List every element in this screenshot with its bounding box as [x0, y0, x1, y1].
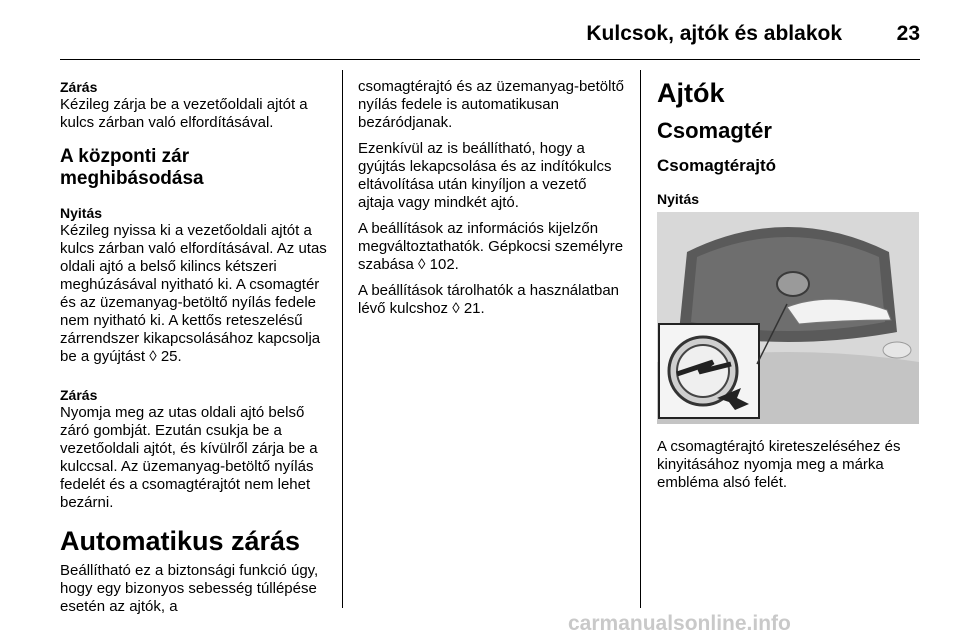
chapter-heading: Ajtók — [657, 78, 725, 108]
section-heading: Csomagtér — [657, 118, 772, 143]
header-divider — [60, 59, 920, 60]
figure-caption: A csomagtérajtó kireteszeléséhez és kinyitásához nyomja meg a márka embléma alsó felét. — [657, 438, 901, 491]
page-header — [0, 0, 960, 60]
paragraph: Nyomja meg az utas oldali ajtó belső záró gombját. Ezután csukja be a vezetőoldali ajtót, és kívülről zárja be a kulccsal. Az üzemanyag-betöltő nyílás fedelét és a csomagtérajtót nem lehet bezárni. — [60, 404, 318, 511]
subheading: Zárás — [60, 387, 98, 403]
tailgate-emblem-illustration — [657, 212, 919, 424]
column-divider — [342, 70, 343, 608]
paragraph — [358, 220, 626, 274]
subheading: Nyitás — [657, 191, 700, 207]
column-divider — [640, 70, 641, 608]
paragraph — [358, 282, 626, 318]
page-ref-icon: ◊ — [418, 256, 426, 273]
section-heading: A központi zár meghibásodása — [60, 146, 204, 189]
paragraph: Kézileg zárja be a vezetőoldali ajtót a kulcs zárban való elfordításával. — [60, 96, 308, 131]
chapter-title: Kulcsok, ajtók és ablakok — [586, 22, 842, 45]
paragraph: csomagtérajtó és az üzemanyag-betöltő nyílás fedele is automatikusan bezáródjanak. — [358, 78, 624, 131]
paragraph-text: A beállítások tárolhatók a használatban lévő kulcshoz — [358, 282, 620, 317]
paragraph-text: A beállítások az információs kijelzőn megváltoztathatók. Gépkocsi személyre szabása — [358, 220, 624, 273]
page-ref-icon: ◊ — [452, 300, 460, 317]
subsection-heading: Csomagtérajtó — [657, 156, 777, 175]
paragraph: Ezenkívül az is beállítható, hogy a gyújtás lekapcsolása és az indítókulcs eltávolítása után kinyíljon a vezető ajtaja vagy mindkét ajtó. — [358, 140, 612, 211]
paragraph — [60, 222, 328, 366]
column-right — [657, 78, 925, 500]
subheading: Zárás — [60, 79, 98, 95]
section-heading: Automatikus zárás — [60, 526, 301, 556]
page-ref-link[interactable]: 25. — [160, 348, 182, 365]
page-number: 23 — [896, 22, 920, 45]
page-ref-link[interactable]: 102. — [429, 256, 459, 273]
paragraph: Beállítható ez a biztonsági funkció úgy, hogy egy bizonyos sebesség túllépése esetén az ajtók, a — [60, 562, 319, 615]
page-ref-link[interactable]: 21. — [463, 300, 485, 317]
column-left — [60, 78, 328, 624]
subheading: Nyitás — [60, 205, 103, 221]
paragraph-text: Kézileg nyissa ki a vezetőoldali ajtót a kulcs zárban való elfordításával. Az utas oldali ajtó a belső kilincs kétszeri meghúzásával nyitható ki. A csomagtér és az üzemanyag-betöltő nyílás fedele nem nyitható ki. A kettős reteszelésű zárrendszer kikapcsolásához kapcsolja be a gyújtást — [60, 222, 327, 365]
column-middle — [358, 78, 626, 326]
watermark: carmanualsonline.info — [568, 612, 791, 635]
page-ref-icon: ◊ — [149, 348, 157, 365]
